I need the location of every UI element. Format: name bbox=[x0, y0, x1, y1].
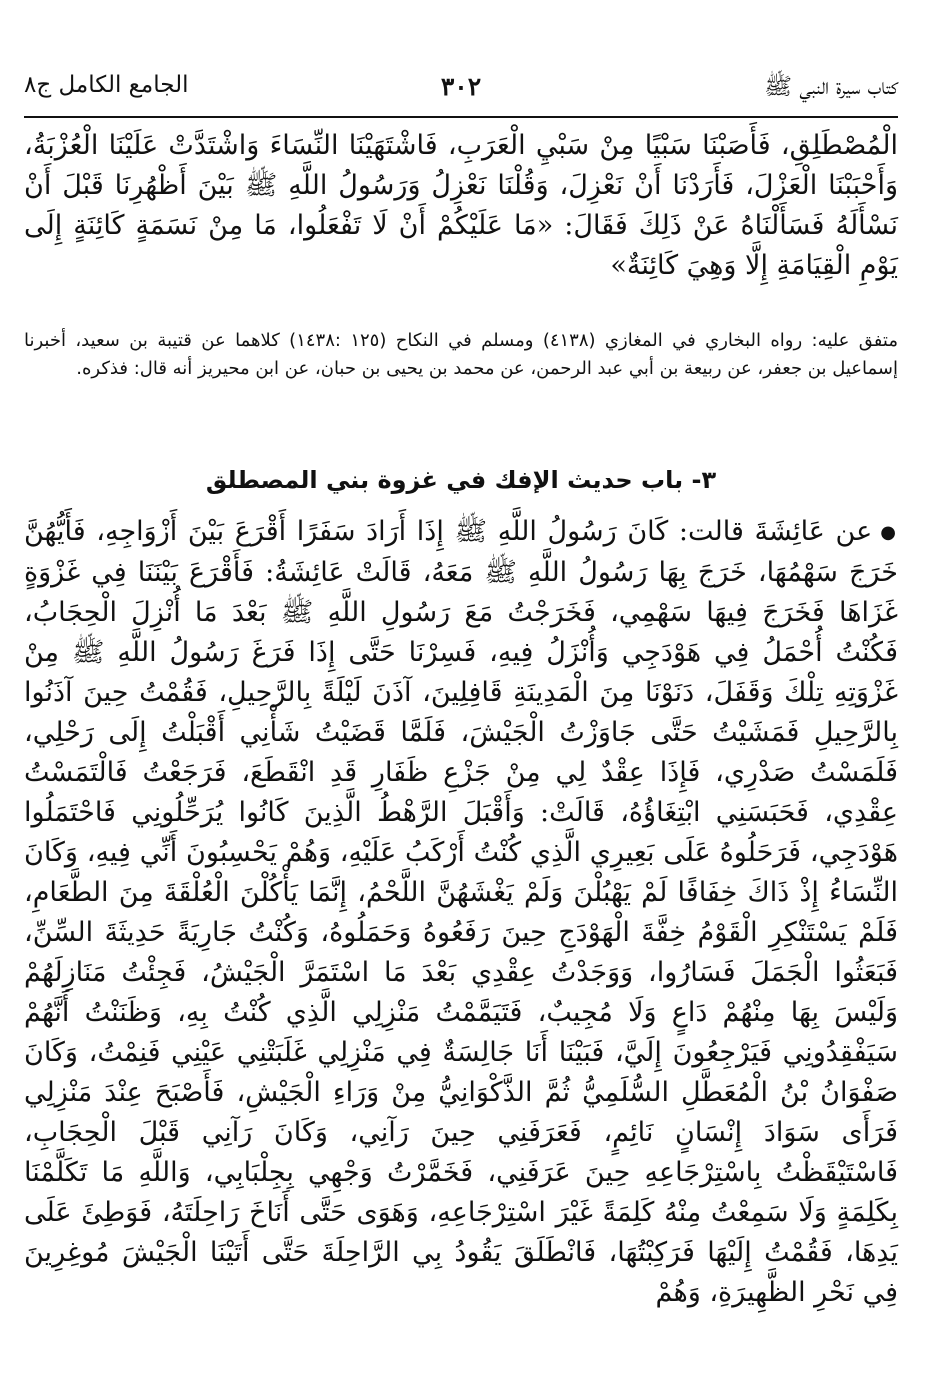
hadith-continuation: الْمُصْطَلِقِ، فَأَصَبْنَا سَبْيًا مِنْ سَبْيِ الْعَرَبِ، فَاشْتَهَيْنَا النِّسَاءَ وَاشْتَدَّتْ عَلَيْنَا الْعُزْبَةُ، وَأَحْبَبْنَا الْعَزْلَ، فَأَرَدْنَا أَنْ نَعْزِلَ، وَقُلْنَا نَعْزِلُ وَرَسُولُ اللَّهِ ﷺ بَيْنَ أَظْهُرِنَا قَبْلَ أَنْ نَسْأَلَهُ فَسَأَلْنَاهُ عَنْ ذَلِكَ فَقَالَ: «مَا عَلَيْكُمْ أَنْ لَا تَفْعَلُوا، مَا مِنْ نَسَمَةٍ كَائِنَةٍ إِلَى يَوْمِ الْقِيَامَةِ إِلَّا وَهِيَ كَائِنَةٌ» bbox=[24, 130, 898, 281]
running-header bbox=[24, 72, 898, 112]
bullet-icon: ● bbox=[880, 521, 898, 543]
chapter-heading bbox=[24, 460, 898, 500]
book-title: كتاب سيرة النبي ﷺ bbox=[764, 74, 898, 100]
chapter-number: ٣- bbox=[691, 466, 717, 494]
collection-volume: الجامع الكامل ج٨ bbox=[24, 72, 189, 98]
takhrij-note: متفق عليه: رواه البخاري في المغازي (٤١٣٨) ومسلم في النكاح (١٢٥ :١٤٣٨) كلاهما عن قتيبة بن سعيد، أخبرنا إسماعيل بن جعفر، عن ربيعة بن أبي عبد الرحمن، عن محمد بن يحيى بن حبان، عن ابن محيريز أنه قال: فذكره. bbox=[24, 330, 898, 379]
chapter-title: باب حديث الإفك في غزوة بني المصطلق bbox=[205, 466, 684, 494]
header-divider bbox=[24, 116, 898, 118]
hadith-main-text: عن عَائِشَةَ قالت: كَانَ رَسُولُ اللَّهِ ﷺ إِذَا أَرَادَ سَفَرًا أَقْرَعَ بَيْنَ أَزْوَاجِهِ، فَأَيُّهُنَّ خَرَجَ سَهْمُهَا، خَرَجَ بِهَا رَسُولُ اللَّهِ ﷺ مَعَهُ، قَالَتْ عَائِشَةُ: فَأَقْرَعَ بَيْنَنَا فِي غَزْوَةٍ غَزَاهَا فَخَرَجَ فِيهَا سَهْمِي، فَخَرَجْتُ مَعَ رَسُولِ اللَّهِ ﷺ بَعْدَ مَا أُنْزِلَ الْحِجَابُ، فَكُنْتُ أُحْمَلُ فِي هَوْدَجِي وَأُنْزَلُ فِيهِ، فَسِرْنَا حَتَّى إِذَا فَرَغَ رَسُولُ اللَّهِ ﷺ مِنْ غَزْوَتِهِ تِلْكَ وَقَفَلَ، دَنَوْنَا مِنَ الْمَدِينَةِ قَافِلِينَ، آذَنَ لَيْلَةً بِالرَّحِيلِ، فَقُمْتُ حِينَ آذَنُوا بِالرَّحِيلِ فَمَشَيْتُ حَتَّى جَاوَزْتُ الْجَيْشَ، فَلَمَّا قَضَيْتُ شَأْنِي أَقْبَلْتُ إِلَى رَحْلِي، فَلَمَسْتُ صَدْرِي، فَإِذَا عِقْدٌ لِي مِنْ جَزْعِ ظَفَارِ قَدِ انْقَطَعَ، فَرَجَعْتُ فَالْتَمَسْتُ عِقْدِي، فَحَبَسَنِي ابْتِغَاؤُهُ، قَالَتْ: وَأَقْبَلَ الرَّهْطُ الَّذِينَ كَانُوا يُرَحِّلُونِي فَاحْتَمَلُوا هَوْدَجِي، فَرَحَلُوهُ عَلَى بَعِيرِي الَّذِي كُنْتُ أَرْكَبُ عَلَيْهِ، وَهُمْ يَحْسِبُونَ أَنِّي فِيهِ، وَكَانَ النِّسَاءُ إِذْ ذَاكَ خِفَافًا لَمْ يَهْبُلْنَ وَلَمْ يَغْشَهُنَّ اللَّحْمُ، إِنَّمَا يَأْكُلْنَ الْعُلْقَةَ مِنَ الطَّعَامِ، فَلَمْ يَسْتَنْكِرِ الْقَوْمُ خِفَّةَ الْهَوْدَجِ حِينَ رَفَعُوهُ وَحَمَلُوهُ، وَكُنْتُ جَارِيَةً حَدِيثَةَ السِّنِّ، فَبَعَثُوا الْجَمَلَ فَسَارُوا، وَوَجَدْتُ عِقْدِي بَعْدَ مَا اسْتَمَرَّ الْجَيْشُ، فَجِئْتُ مَنَازِلَهُمْ وَلَيْسَ بِهَا مِنْهُمْ دَاعٍ وَلَا مُجِيبٌ، فَتَيَمَّمْتُ مَنْزِلِي الَّذِي كُنْتُ بِهِ، وَظَنَنْتُ أَنَّهُمْ سَيَفْقِدُونِي فَيَرْجِعُونَ إِلَيَّ، فَبَيْنَا أَنَا جَالِسَةٌ فِي مَنْزِلِي غَلَبَتْنِي عَيْنِي فَنِمْتُ، وَكَانَ صَفْوَانُ بْنُ الْمُعَطَّلِ السُّلَمِيُّ ثُمَّ الذَّكْوَانِيُّ مِنْ وَرَاءِ الْجَيْشِ، فَأَصْبَحَ عِنْدَ مَنْزِلِي فَرَأَى سَوَادَ إِنْسَانٍ نَائِمٍ، فَعَرَفَنِي حِينَ رَآنِي، وَكَانَ رَآنِي قَبْلَ الْحِجَابِ، فَاسْتَيْقَظْتُ بِاسْتِرْجَاعِهِ حِينَ عَرَفَنِي، فَخَمَّرْتُ وَجْهِي بِجِلْبَابِي، وَاللَّهِ مَا تَكَلَّمْنَا بِكَلِمَةٍ وَلَا سَمِعْتُ مِنْهُ كَلِمَةً غَيْرَ اسْتِرْجَاعِهِ، وَهَوَى حَتَّى أَنَاخَ رَاحِلَتَهُ، فَوَطِئَ عَلَى يَدِهَا، فَقُمْتُ إِلَيْهَا فَرَكِبْتُهَا، فَانْطَلَقَ يَقُودُ بِي الرَّاحِلَةَ حَتَّى أَتَيْنَا الْجَيْشَ مُوغِرِينَ فِي نَحْرِ الظَّهِيرَةِ، وَهُمْ bbox=[24, 516, 898, 1308]
page-number: ٣٠٢ bbox=[440, 72, 482, 101]
hadith-main bbox=[24, 512, 898, 1313]
